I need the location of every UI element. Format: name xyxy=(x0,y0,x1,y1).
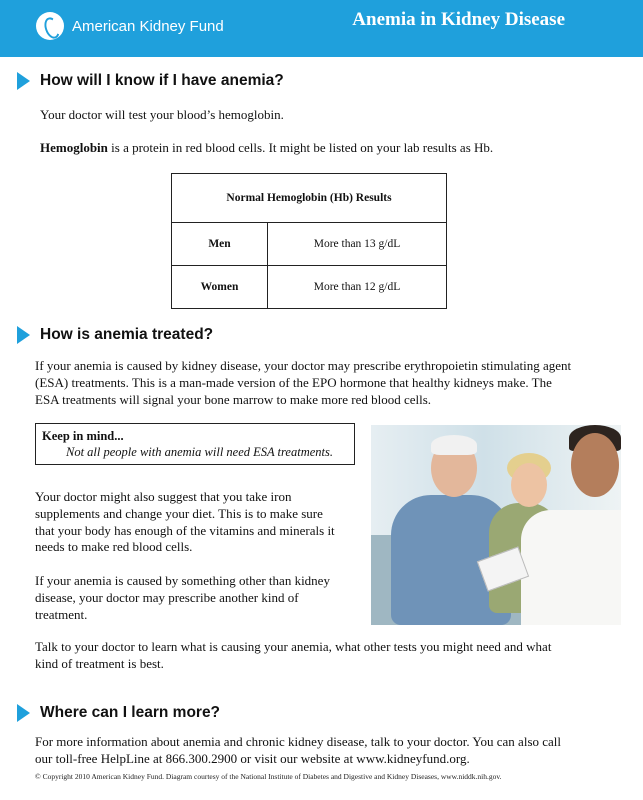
section-heading-learn-more xyxy=(17,704,220,722)
arrow-bullet-icon xyxy=(17,704,30,722)
text-line: disease, your doctor may prescribe another kind of xyxy=(35,589,299,605)
keep-in-mind-box xyxy=(35,423,355,465)
text-line: our toll-free HelpLine at 866.300.2900 or visit our website at www.kidneyfund.org. xyxy=(35,750,470,766)
header-banner xyxy=(0,0,643,57)
logo-text: American Kidney Fund xyxy=(72,17,224,35)
keep-in-mind-note: Not all people with anemia will need ESA treatments. xyxy=(66,445,333,459)
table-cell-value: More than 12 g/dL xyxy=(268,266,447,309)
text-line: kind of treatment is best. xyxy=(35,655,164,671)
text-line: Talk to your doctor to learn what is causing your anemia, what other tests you might need and what xyxy=(35,639,552,654)
paragraph-other-cause xyxy=(35,573,330,623)
doctor-patient-photo xyxy=(371,425,621,625)
arrow-bullet-icon xyxy=(17,72,30,90)
table-row xyxy=(172,223,447,266)
text-line: that your body has enough of the vitamins and minerals it xyxy=(35,522,335,538)
text-line: If your anemia is caused by kidney disease, your doctor may prescribe erythropoietin stimulating agent xyxy=(35,358,572,373)
table-cell-label: Men xyxy=(172,223,268,266)
hemoglobin-results-table xyxy=(171,173,447,309)
text-line: ESA treatments will signal your bone marrow to make more red blood cells. xyxy=(35,391,432,407)
text-line: needs to make red blood cells. xyxy=(35,539,193,555)
text-line: treatment. xyxy=(35,606,88,622)
logo xyxy=(36,9,224,43)
table-row xyxy=(172,174,447,223)
page-title: Anemia in Kidney Disease xyxy=(352,9,565,30)
paragraph-iron-diet xyxy=(35,489,335,556)
section-heading-text: How will I know if I have anemia? xyxy=(40,72,284,89)
paragraph-test: Your doctor will test your blood’s hemoglobin. xyxy=(40,107,284,122)
paragraph-esa xyxy=(35,358,571,408)
arrow-bullet-icon xyxy=(17,326,30,344)
text-line: supplements and change your diet. This is to make sure xyxy=(35,505,323,521)
text-line: For more information about anemia and chronic kidney disease, talk to your doctor. You can also call xyxy=(35,734,562,749)
hemoglobin-term: Hemoglobin xyxy=(40,140,108,155)
table-header: Normal Hemoglobin (Hb) Results xyxy=(172,174,447,223)
section-heading-treatment xyxy=(17,326,213,344)
table-cell-label: Women xyxy=(172,266,268,309)
text-line: (ESA) treatments. This is a man-made version of the EPO hormone that healthy kidneys make. The xyxy=(35,374,552,390)
text-line: Your doctor might also suggest that you take iron xyxy=(35,489,292,504)
kidney-logo-icon xyxy=(36,12,64,40)
table-row xyxy=(172,266,447,309)
section-heading-text: Where can I learn more? xyxy=(40,704,221,721)
section-heading-text: How is anemia treated? xyxy=(40,326,214,343)
copyright-footer: © Copyright 2010 American Kidney Fund. Diagram courtesy of the National Institute of Diabetes and Digestive and Kidney Diseases, www.niddk.nih.gov. xyxy=(35,772,502,781)
text-line: If your anemia is caused by something other than kidney xyxy=(35,573,330,588)
hemoglobin-definition: is a protein in red blood cells. It might be listed on your lab results as Hb. xyxy=(107,140,494,155)
paragraph-talk-doctor xyxy=(35,639,551,673)
paragraph-hemoglobin xyxy=(40,140,493,157)
keep-in-mind-title: Keep in mind... xyxy=(42,429,124,443)
table-cell-value: More than 13 g/dL xyxy=(268,223,447,266)
paragraph-more-info xyxy=(35,734,561,768)
section-heading-anemia-check xyxy=(17,72,284,90)
